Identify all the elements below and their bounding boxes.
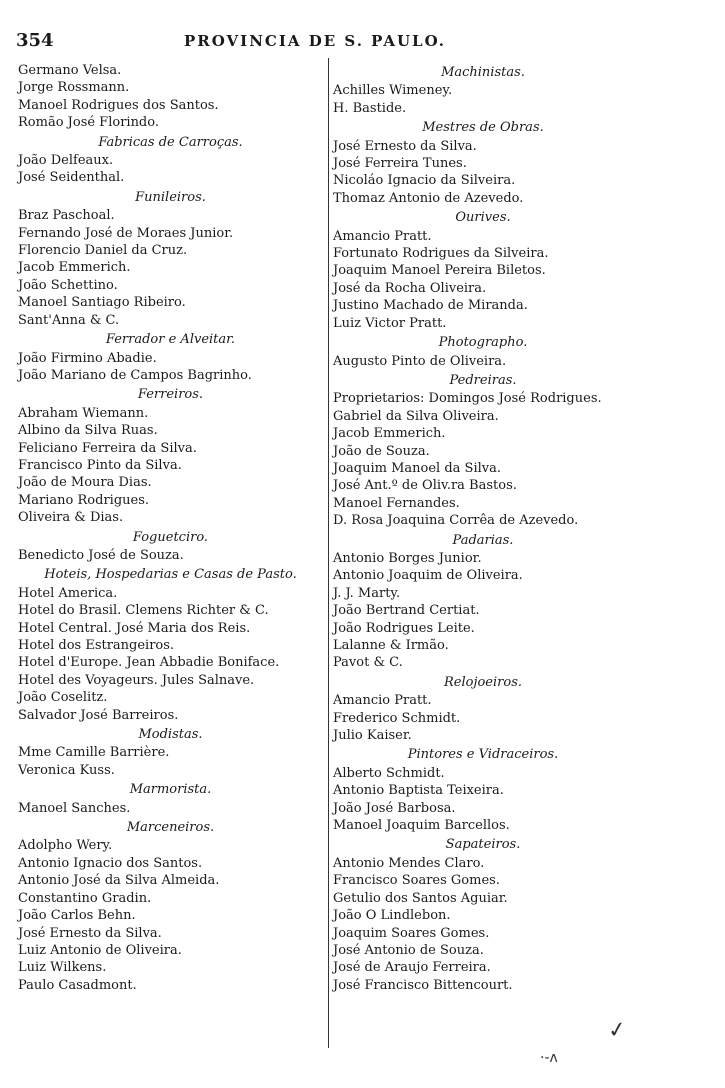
list-entry: Fernando José de Moraes Junior. <box>18 225 234 241</box>
running-title: PROVINCIA DE S. PAULO. <box>184 32 446 50</box>
list-entry: João Carlos Behn. <box>18 908 136 924</box>
list-entry: Florencio Daniel da Cruz. <box>18 243 188 259</box>
list-entry: Proprietarios: Domingos José Rodrigues. <box>333 391 602 407</box>
section-heading: Funileiros. <box>135 189 206 205</box>
list-entry: H. Bastide. <box>333 100 407 116</box>
list-entry: Gabriel da Silva Oliveira. <box>333 408 499 424</box>
list-entry: João Coselitz. <box>18 690 108 706</box>
list-entry: João Rodrigues Leite. <box>333 620 475 636</box>
list-entry: Amancio Pratt. <box>333 693 432 709</box>
list-entry: João de Souza. <box>333 443 430 459</box>
list-entry: José Ferreira Tunes. <box>333 156 467 172</box>
list-entry: Hotel d'Europe. Jean Abbadie Boniface. <box>18 655 280 671</box>
list-entry: João Schettino. <box>18 277 118 293</box>
list-entry: Joaquim Manoel da Silva. <box>333 460 501 476</box>
list-entry: Braz Paschoal. <box>18 208 115 224</box>
list-entry: José Seidenthal. <box>18 170 125 186</box>
list-entry: Jacob Emmerich. <box>18 260 131 276</box>
list-entry: José Ant.º de Oliv.ra Bastos. <box>333 478 517 494</box>
section-heading: Pedreiras. <box>449 372 517 388</box>
list-entry: Antonio Joaquim de Oliveira. <box>333 568 523 584</box>
right-column <box>333 62 633 994</box>
list-entry: Joaquim Soares Gomes. <box>333 925 490 941</box>
list-entry: João Bertrand Certiat. <box>333 603 480 619</box>
list-entry: Abraham Wiemann. <box>18 405 149 421</box>
list-entry: Albino da Silva Ruas. <box>18 423 158 439</box>
list-entry: José Ernesto da Silva. <box>18 925 162 941</box>
section-heading: Marmorista. <box>129 782 212 798</box>
list-entry: Sant'Anna & C. <box>18 312 120 328</box>
list-entry: José da Rocha Oliveira. <box>333 280 487 296</box>
section-heading: Hoteis, Hospedarias e Casas de Pasto. <box>44 567 297 583</box>
section-heading: Ferrador e Alveitar. <box>105 332 236 348</box>
list-entry: Manoel Sanches. <box>18 800 131 816</box>
column-divider <box>328 58 329 1048</box>
list-entry: Antonio Baptista Teixeira. <box>333 783 504 799</box>
list-entry: João Delfeaux. <box>18 153 114 169</box>
section-heading: Machinistas. <box>441 65 525 80</box>
list-entry: José Antonio de Souza. <box>333 942 484 958</box>
page-header <box>16 30 616 54</box>
list-entry: João Firmino Abadie. <box>18 350 157 366</box>
list-entry: J. J. Marty. <box>333 585 401 601</box>
list-entry: Jacob Emmerich. <box>333 426 446 442</box>
list-entry: Antonio Ignacio dos Santos. <box>18 855 203 871</box>
section-heading: Fabricas de Carroças. <box>98 134 243 150</box>
left-column <box>18 62 323 994</box>
section-heading: Relojoeiros. <box>443 674 523 690</box>
section-heading: Modistas. <box>138 727 203 743</box>
list-entry: Mariano Rodrigues. <box>18 492 150 508</box>
list-entry: Fortunato Rodrigues da Silveira. <box>333 246 549 262</box>
list-entry: João de Moura Dias. <box>18 475 152 491</box>
list-entry: Manoel Joaquim Barcellos. <box>333 818 510 834</box>
list-entry: Romão José Florindo. <box>18 115 159 131</box>
list-entry: Mme Camille Barrière. <box>18 745 170 761</box>
list-entry: Jorge Rossmann. <box>18 80 130 96</box>
list-entry: Hotel des Voyageurs. Jules Salnave. <box>18 672 255 688</box>
handwritten-check-mark: ✓ <box>606 1016 629 1045</box>
list-entry: D. Rosa Joaquina Corrêa de Azevedo. <box>333 513 579 529</box>
list-entry: Augusto Pinto de Oliveira. <box>333 353 507 369</box>
list-entry: Benedicto José de Souza. <box>18 547 184 563</box>
list-entry: Alberto Schmidt. <box>333 765 445 781</box>
list-entry: Hotel dos Estrangeiros. <box>18 638 175 653</box>
list-entry: José Ernesto da Silva. <box>333 138 477 154</box>
list-entry: Justino Machado de Miranda. <box>333 298 528 314</box>
list-entry: Oliveira & Dias. <box>18 510 124 526</box>
list-entry: Getulio dos Santos Aguiar. <box>333 890 508 906</box>
list-entry: Feliciano Ferreira da Silva. <box>18 440 197 456</box>
list-entry: Adolpho Wery. <box>18 838 113 854</box>
list-entry: Hotel do Brasil. Clemens Richter & C. <box>18 603 269 619</box>
list-entry: Luiz Victor Pratt. <box>333 315 447 331</box>
list-entry: Salvador José Barreiros. <box>18 707 179 723</box>
section-heading: Ferreiros. <box>137 387 204 403</box>
section-heading: Mestres de Obras. <box>422 120 544 136</box>
list-entry: Constantino Gradin. <box>18 890 152 906</box>
list-entry: José Francisco Bittencourt. <box>333 977 513 993</box>
list-entry: Paulo Casadmont. <box>18 977 137 993</box>
section-heading: Ourives. <box>455 210 511 226</box>
list-entry: João Mariano de Campos Bagrinho. <box>18 367 252 383</box>
section-heading: Pintores e Vidraceiros. <box>407 747 559 763</box>
list-entry: Germano Velsa. <box>18 63 122 78</box>
list-entry: Manoel Rodrigues dos Santos. <box>18 97 219 113</box>
list-entry: Hotel America. <box>18 585 118 601</box>
list-entry: Frederico Schmidt. <box>333 710 461 726</box>
list-entry: José de Araujo Ferreira. <box>333 960 491 976</box>
list-entry: Lalanne & Irmão. <box>333 638 449 653</box>
list-entry: Francisco Soares Gomes. <box>333 873 500 889</box>
list-entry: Antonio José da Silva Almeida. <box>18 873 220 889</box>
list-entry: Antonio Borges Junior. <box>333 550 482 566</box>
list-entry: Joaquim Manoel Pereira Biletos. <box>333 263 546 279</box>
list-entry: Francisco Pinto da Silva. <box>18 457 182 473</box>
list-entry: João O Lindlebon. <box>333 908 451 924</box>
list-entry: Luiz Antonio de Oliveira. <box>18 942 182 958</box>
list-entry: Thomaz Antonio de Azevedo. <box>333 190 524 206</box>
section-heading: Marceneiros. <box>126 820 215 836</box>
section-heading: Foguetciro. <box>132 529 209 545</box>
list-entry: João José Barbosa. <box>333 800 456 816</box>
list-entry: Nicoláo Ignacio da Silveira. <box>333 173 516 189</box>
list-entry: Hotel Central. José Maria dos Reis. <box>18 620 251 636</box>
list-entry: Julio Kaiser. <box>333 728 412 744</box>
list-entry: Pavot & C. <box>333 655 403 671</box>
list-entry: Manoel Fernandes. <box>333 495 460 511</box>
section-heading: Photographo. <box>438 335 528 351</box>
list-entry: Veronica Kuss. <box>18 762 115 778</box>
page-number: 354 <box>16 30 54 51</box>
list-entry: Luiz Wilkens. <box>18 960 107 976</box>
handwritten-scribble: ·-ʌ <box>540 1050 558 1066</box>
section-heading: Padarias. <box>452 532 514 548</box>
list-entry: Achilles Wimeney. <box>333 83 453 99</box>
section-heading: Sapateiros. <box>445 837 521 853</box>
list-entry: Antonio Mendes Claro. <box>333 855 485 871</box>
list-entry: Manoel Santiago Ribeiro. <box>18 295 186 311</box>
list-entry: Amancio Pratt. <box>333 228 432 244</box>
